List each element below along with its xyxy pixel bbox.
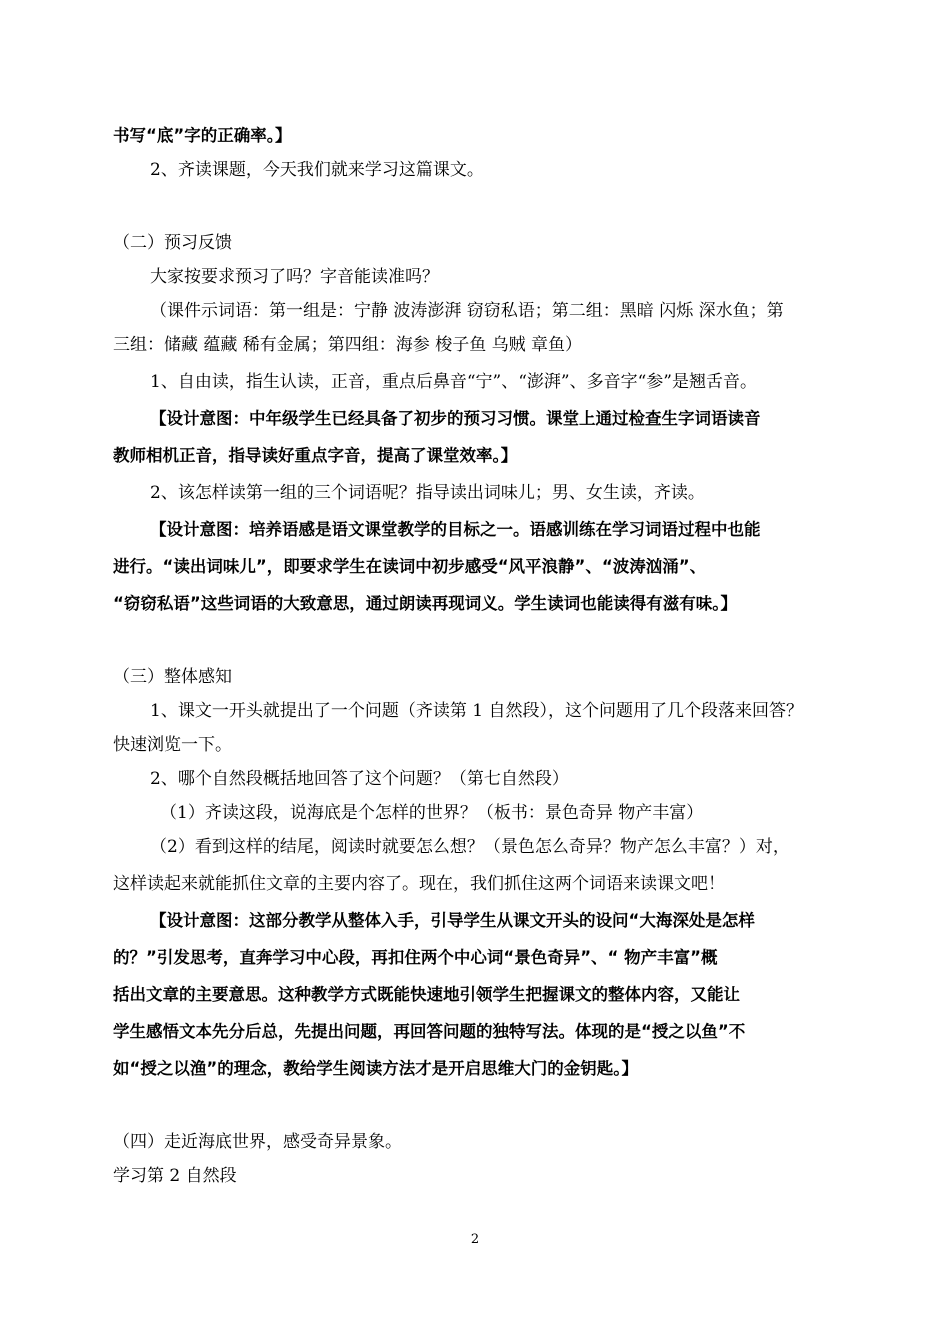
text-line-17: 2、哪个自然段概括地回答了这个问题？（第七自然段） xyxy=(150,769,569,789)
design-intent-3-line-5: 如“授之以渔”的理念，教给学生阅读方法才是开启思维大门的金钥匙。】 xyxy=(113,1059,638,1078)
text-line-10: 2、该怎样读第一组的三个词语呢？指导读出词味儿；男、女生读，齐读。 xyxy=(150,483,705,503)
design-intent-3-line-2: 的？”引发思考，直奔学习中心段，再扣住两个中心词“景色奇异”、“ 物产丰富”概 xyxy=(113,948,718,967)
text-line-4: 大家按要求预习了吗？字音能读准吗？ xyxy=(150,267,439,287)
design-intent-3-line-3: 括出文章的主要意思。这种教学方式既能快速地引领学生把握课文的整体内容，又能让 xyxy=(113,985,740,1004)
text-line-16: 快速浏览一下。 xyxy=(113,735,232,755)
text-line-6: 三组：储藏 蕴藏 稀有金属；第四组：海参 梭子鱼 乌贼 章鱼） xyxy=(113,335,583,355)
text-line-1: 书写“底”字的正确率。】 xyxy=(113,126,292,145)
design-intent-3-line-4: 学生感悟文本先分后总，先提出问题，再回答问题的独特写法。体现的是“授之以鱼”不 xyxy=(113,1022,746,1041)
text-line-19: （2）看到这样的结尾，阅读时就要怎么想？（景色怎么奇异？物产怎么丰富？）对， xyxy=(150,837,790,857)
text-line-15: 1、课文一开头就提出了一个问题（齐读第 1 自然段），这个问题用了几个段落来回答？ xyxy=(150,701,803,721)
text-line-20: 这样读起来就能抓住文章的主要内容了。现在，我们抓住这两个词语来读课文吧！ xyxy=(113,874,725,894)
section-heading-preview: （二）预习反馈 xyxy=(113,233,232,253)
design-intent-1-line-1: 【设计意图：中年级学生已经具备了初步的预习习惯。课堂上通过检查生字词语读音 xyxy=(150,409,761,428)
text-line-5: （课件示词语：第一组是：宁静 波涛澎湃 窃窃私语；第二组：黑暗 闪烁 深水鱼；第 xyxy=(150,301,784,321)
text-line-18: （1）齐读这段，说海底是个怎样的世界？（板书：景色奇异 物产丰富） xyxy=(160,803,704,823)
design-intent-2-line-1: 【设计意图：培养语感是语文课堂教学的目标之一。语感训练在学习词语过程中也能 xyxy=(150,520,761,539)
section-heading-overview: （三）整体感知 xyxy=(113,667,232,687)
text-line-7: 1、自由读，指生认读，正音，重点后鼻音“宁”、“澎湃”、多音字“参”是翘舌音。 xyxy=(150,372,757,392)
design-intent-2-line-2: 进行。“读出词味儿”，即要求学生在读词中初步感受“风平浪静”、“波涛汹涌”、 xyxy=(113,557,707,576)
section-heading-undersea: （四）走近海底世界，感受奇异景象。 xyxy=(113,1132,402,1152)
design-intent-3-line-1: 【设计意图：这部分教学从整体入手，引导学生从课文开头的设问“大海深处是怎样 xyxy=(150,911,755,930)
text-line-27: 学习第 2 自然段 xyxy=(113,1166,237,1186)
design-intent-2-line-3: “窃窃私语”这些词语的大致意思，通过朗读再现词义。学生读词也能读得有滋有味。】 xyxy=(113,594,737,613)
text-line-2: 2、齐读课题，今天我们就来学习这篇课文。 xyxy=(150,160,484,180)
page-number: 2 xyxy=(470,1232,480,1247)
design-intent-1-line-2: 教师相机正音，指导读好重点字音，提高了课堂效率。】 xyxy=(113,446,518,465)
